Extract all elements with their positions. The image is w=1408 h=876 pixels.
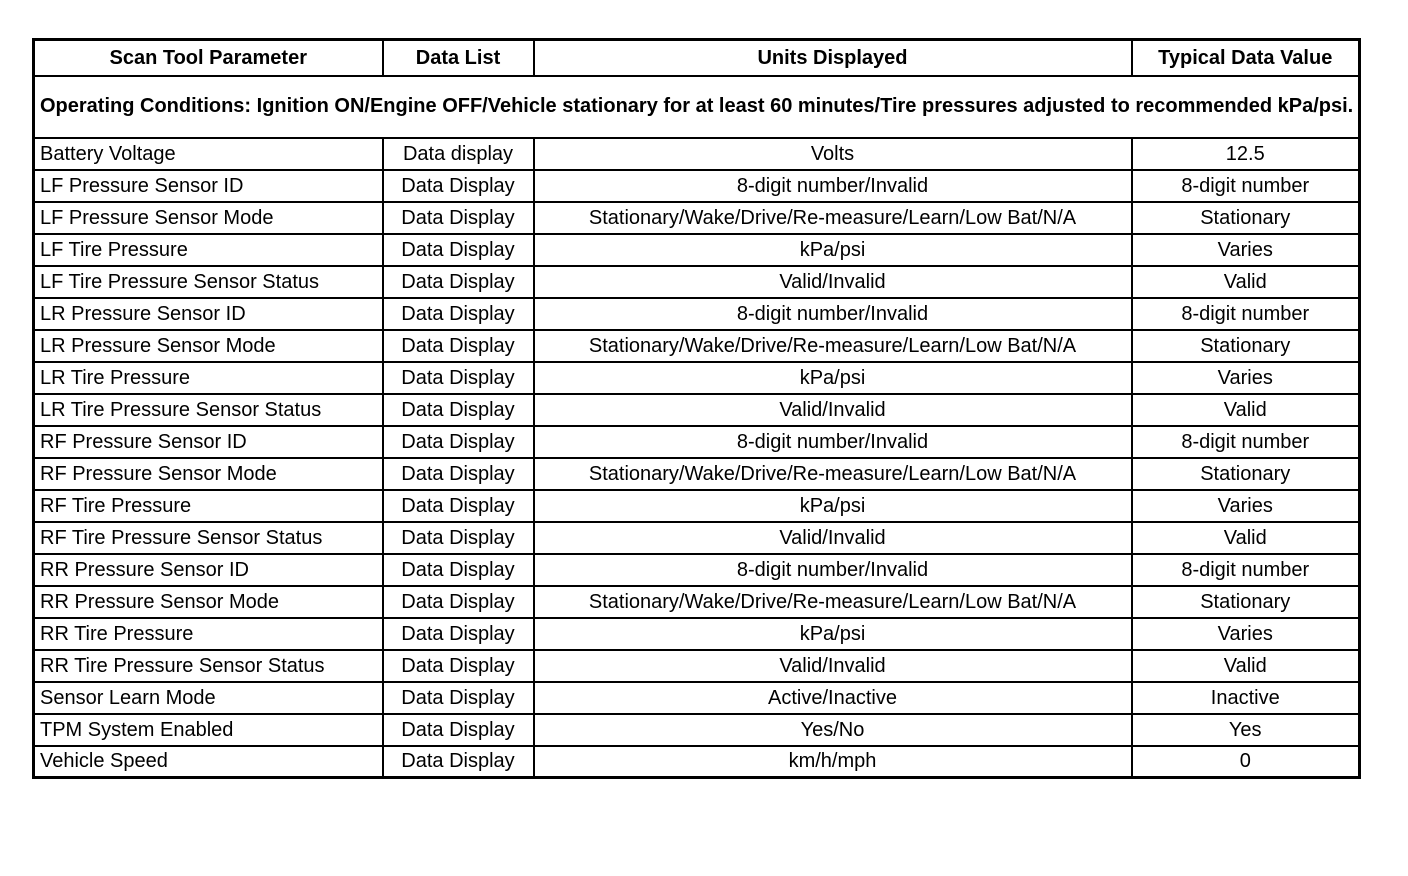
cell-parameter: RF Pressure Sensor ID — [34, 426, 383, 458]
table-row — [34, 330, 1360, 362]
cell-typical-value: 8-digit number — [1132, 426, 1360, 458]
cell-typical-value: Stationary — [1132, 458, 1360, 490]
table-row — [34, 682, 1360, 714]
header-typical-data-value: Typical Data Value — [1132, 40, 1360, 76]
cell-parameter: LR Tire Pressure — [34, 362, 383, 394]
table-row — [34, 618, 1360, 650]
cell-units: Yes/No — [534, 714, 1132, 746]
table-row — [34, 746, 1360, 778]
cell-typical-value: Varies — [1132, 618, 1360, 650]
cell-data-list: Data Display — [383, 682, 534, 714]
cell-parameter: LR Pressure Sensor ID — [34, 298, 383, 330]
cell-typical-value: Valid — [1132, 266, 1360, 298]
cell-parameter: Vehicle Speed — [34, 746, 383, 778]
cell-typical-value: Stationary — [1132, 202, 1360, 234]
table-row — [34, 394, 1360, 426]
table-row — [34, 650, 1360, 682]
cell-units: kPa/psi — [534, 618, 1132, 650]
cell-data-list: Data Display — [383, 746, 534, 778]
cell-typical-value: Valid — [1132, 522, 1360, 554]
cell-typical-value: Valid — [1132, 650, 1360, 682]
cell-units: Valid/Invalid — [534, 266, 1132, 298]
scan-tool-data-table — [32, 38, 1361, 779]
cell-data-list: Data Display — [383, 586, 534, 618]
cell-units: Valid/Invalid — [534, 650, 1132, 682]
cell-typical-value: Stationary — [1132, 586, 1360, 618]
cell-units: Valid/Invalid — [534, 394, 1132, 426]
cell-parameter: LF Tire Pressure Sensor Status — [34, 266, 383, 298]
table-row — [34, 170, 1360, 202]
cell-parameter: LR Pressure Sensor Mode — [34, 330, 383, 362]
cell-units: 8-digit number/Invalid — [534, 298, 1132, 330]
cell-data-list: Data Display — [383, 618, 534, 650]
cell-typical-value: 8-digit number — [1132, 298, 1360, 330]
cell-data-list: Data Display — [383, 650, 534, 682]
table-row — [34, 522, 1360, 554]
cell-parameter: Battery Voltage — [34, 138, 383, 170]
cell-typical-value: Inactive — [1132, 682, 1360, 714]
cell-data-list: Data Display — [383, 330, 534, 362]
cell-data-list: Data Display — [383, 234, 534, 266]
cell-parameter: LF Tire Pressure — [34, 234, 383, 266]
cell-data-list: Data Display — [383, 202, 534, 234]
cell-parameter: RF Pressure Sensor Mode — [34, 458, 383, 490]
cell-typical-value: Valid — [1132, 394, 1360, 426]
cell-units: km/h/mph — [534, 746, 1132, 778]
table-row — [34, 202, 1360, 234]
cell-typical-value: 8-digit number — [1132, 170, 1360, 202]
cell-data-list: Data Display — [383, 298, 534, 330]
cell-typical-value: Varies — [1132, 362, 1360, 394]
table-header-row — [34, 40, 1360, 76]
header-scan-tool-parameter: Scan Tool Parameter — [34, 40, 383, 76]
cell-units: Stationary/Wake/Drive/Re-measure/Learn/Low Bat/N/A — [534, 586, 1132, 618]
cell-data-list: Data Display — [383, 426, 534, 458]
cell-typical-value: Stationary — [1132, 330, 1360, 362]
table-row — [34, 490, 1360, 522]
cell-units: Stationary/Wake/Drive/Re-measure/Learn/Low Bat/N/A — [534, 458, 1132, 490]
header-units-displayed: Units Displayed — [534, 40, 1132, 76]
cell-data-list: Data display — [383, 138, 534, 170]
cell-units: Stationary/Wake/Drive/Re-measure/Learn/Low Bat/N/A — [534, 202, 1132, 234]
cell-parameter: RF Tire Pressure — [34, 490, 383, 522]
cell-parameter: RR Tire Pressure — [34, 618, 383, 650]
cell-units: kPa/psi — [534, 362, 1132, 394]
table-row — [34, 586, 1360, 618]
cell-units: kPa/psi — [534, 490, 1132, 522]
cell-units: Active/Inactive — [534, 682, 1132, 714]
cell-typical-value: Varies — [1132, 234, 1360, 266]
cell-units: Volts — [534, 138, 1132, 170]
table-row — [34, 458, 1360, 490]
cell-typical-value: Yes — [1132, 714, 1360, 746]
header-data-list: Data List — [383, 40, 534, 76]
table-row — [34, 266, 1360, 298]
table-row — [34, 554, 1360, 586]
cell-data-list: Data Display — [383, 714, 534, 746]
cell-parameter: Sensor Learn Mode — [34, 682, 383, 714]
table-row — [34, 426, 1360, 458]
cell-parameter: LF Pressure Sensor Mode — [34, 202, 383, 234]
cell-parameter: TPM System Enabled — [34, 714, 383, 746]
cell-units: Stationary/Wake/Drive/Re-measure/Learn/Low Bat/N/A — [534, 330, 1132, 362]
cell-data-list: Data Display — [383, 490, 534, 522]
cell-parameter: RR Pressure Sensor Mode — [34, 586, 383, 618]
cell-parameter: LR Tire Pressure Sensor Status — [34, 394, 383, 426]
operating-conditions: Operating Conditions: Ignition ON/Engine OFF/Vehicle stationary for at least 60 minutes/Tire pressures adjusted to recommended kPa/psi. — [34, 76, 1360, 138]
cell-data-list: Data Display — [383, 362, 534, 394]
cell-typical-value: Varies — [1132, 490, 1360, 522]
table-row — [34, 298, 1360, 330]
cell-units: 8-digit number/Invalid — [534, 426, 1132, 458]
operating-conditions-row — [34, 76, 1360, 138]
cell-data-list: Data Display — [383, 458, 534, 490]
cell-data-list: Data Display — [383, 394, 534, 426]
cell-units: Valid/Invalid — [534, 522, 1132, 554]
cell-data-list: Data Display — [383, 170, 534, 202]
cell-parameter: RR Pressure Sensor ID — [34, 554, 383, 586]
cell-parameter: LF Pressure Sensor ID — [34, 170, 383, 202]
cell-units: kPa/psi — [534, 234, 1132, 266]
table-row — [34, 234, 1360, 266]
cell-typical-value: 12.5 — [1132, 138, 1360, 170]
table-row — [34, 362, 1360, 394]
cell-data-list: Data Display — [383, 554, 534, 586]
table-row — [34, 714, 1360, 746]
table-row — [34, 138, 1360, 170]
cell-units: 8-digit number/Invalid — [534, 554, 1132, 586]
cell-typical-value: 8-digit number — [1132, 554, 1360, 586]
cell-data-list: Data Display — [383, 522, 534, 554]
cell-parameter: RF Tire Pressure Sensor Status — [34, 522, 383, 554]
cell-units: 8-digit number/Invalid — [534, 170, 1132, 202]
cell-typical-value: 0 — [1132, 746, 1360, 778]
cell-data-list: Data Display — [383, 266, 534, 298]
cell-parameter: RR Tire Pressure Sensor Status — [34, 650, 383, 682]
